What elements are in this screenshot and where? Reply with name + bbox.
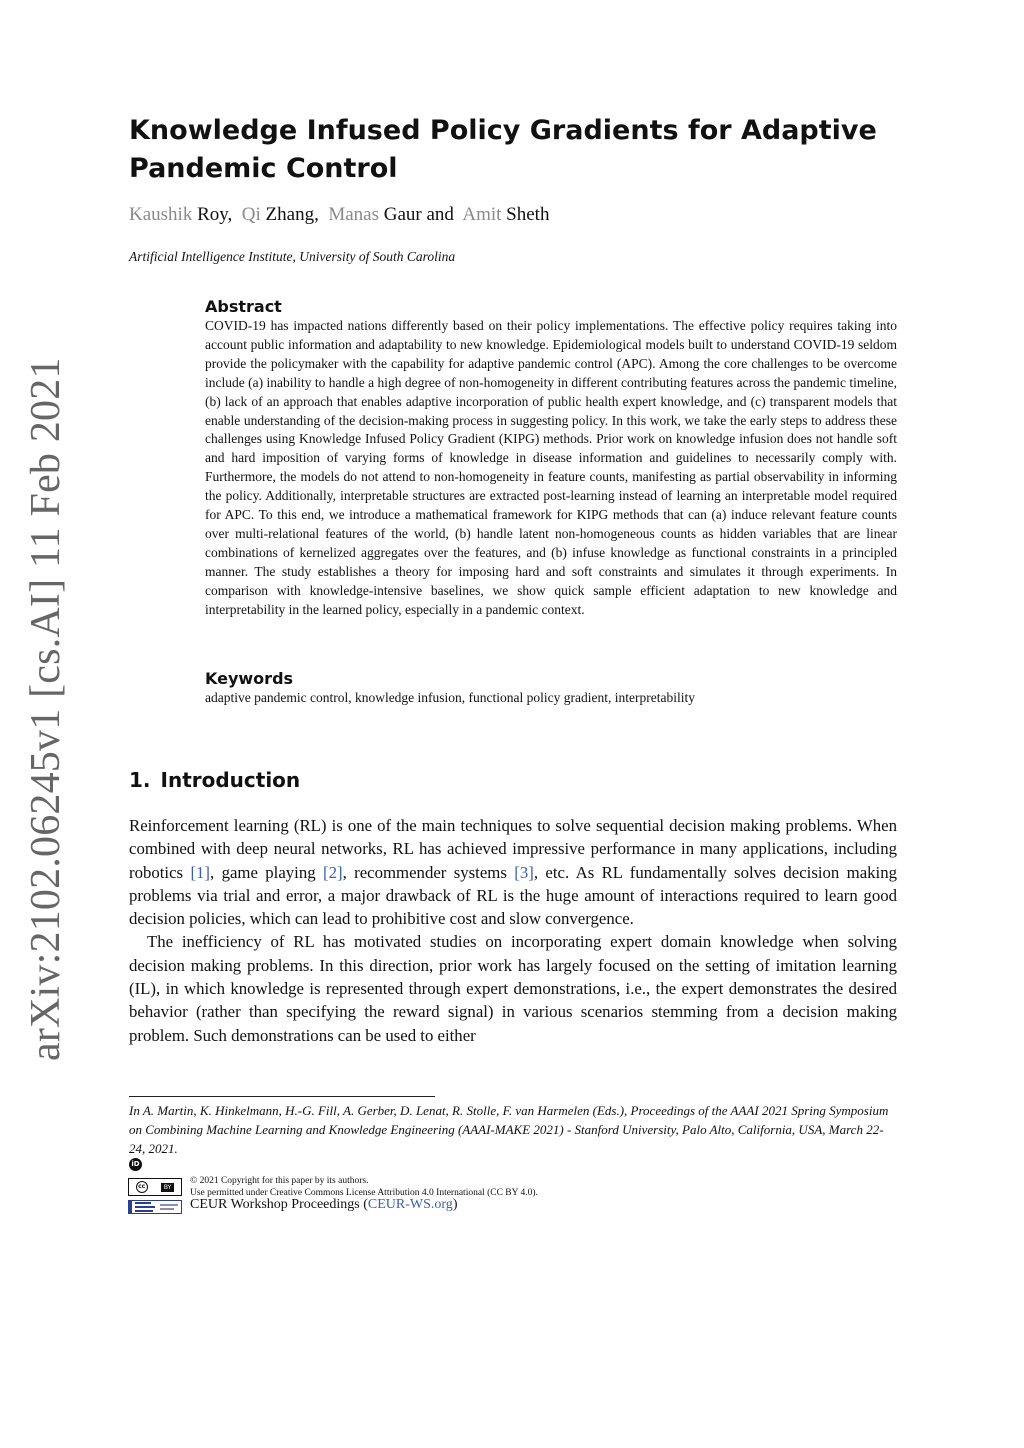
introduction-body bbox=[129, 814, 897, 1047]
license-line: Use permitted under Creative Commons License Attribution 4.0 International (CC BY 4.0). bbox=[190, 1188, 538, 1198]
arxiv-side-identifier: arXiv:2102.06245v1 [cs.AI] 11 Feb 2021 bbox=[23, 357, 69, 1061]
citation-link[interactable]: [2] bbox=[322, 862, 343, 882]
citation-link[interactable]: [3] bbox=[514, 862, 534, 882]
keywords-section bbox=[205, 669, 897, 708]
affiliation: Artificial Intelligence Institute, University of South Carolina bbox=[129, 249, 456, 264]
author-3[interactable]: Manas Gaur bbox=[328, 204, 422, 225]
paper-title: Knowledge Infused Policy Gradients for Adaptive Pandemic Control bbox=[129, 115, 877, 184]
section-title: Introduction bbox=[160, 768, 301, 792]
section-number: 1. bbox=[129, 768, 151, 792]
author-list: Kaushik Roy, Qi Zhang, Manas Gaur and Amit Sheth bbox=[129, 204, 550, 225]
ceur-logo-icon bbox=[128, 1200, 182, 1214]
author-1[interactable]: Kaushik Roy bbox=[129, 204, 228, 225]
footnote-proceedings: In A. Martin, K. Hinkelmann, H.-G. Fill, A. Gerber, D. Lenat, R. Stolle, F. van Harmelen (Eds.), Proceedings of the AAAI 2021 Spring Symposium on Combining Machine Learning and Knowledge Engineering (AAAI-MAKE 2021) - Stanford University, Palo Alto, California, USA, March 22-24, 2021. bbox=[129, 1103, 889, 1156]
section-heading-introduction bbox=[129, 768, 310, 792]
abstract-heading: Abstract bbox=[205, 297, 282, 316]
author-4[interactable]: Amit Sheth bbox=[462, 204, 550, 225]
cc-by-license-icon[interactable] bbox=[128, 1178, 182, 1196]
ceur-proceedings: CEUR Workshop Proceedings (CEUR-WS.org) bbox=[190, 1197, 458, 1212]
keywords-text: adaptive pandemic control, knowledge infusion, functional policy gradient, interpretability bbox=[205, 690, 695, 705]
abstract-text: COVID-19 has impacted nations differently based on their policy implementations. The effective policy requires taking into account public information and adaptability to new knowledge. Epidemiological models built to understand COVID-19 seldom provide the policymaker with the capability for adaptive pandemic control (APC). Among the core challenges to be overcome include (a) inability to handle a high degree of non-homogeneity in different contributing features across the pandemic timeline, (b) lack of an approach that enables adaptive incorporation of public health expert knowledge, and (c) transparent models that enable understanding of the decision-making process in suggesting policy. In this work, we take the early steps to address these challenges using Knowledge Infused Policy Gradient (KIPG) methods. Prior work on knowledge infusion does not handle soft and hard imposition of varying forms of knowledge in disease information and guidelines to necessarily comply with. Furthermore, the models do not attend to non-homogeneity in feature counts, manifesting as partial observability in informing the policy. Additionally, interpretable structures are extracted post-learning instead of learning an interpretable model required for APC. To this end, we introduce a mathematical framework for KIPG methods that can (a) induce relevant feature counts over multi-relational features of the world, (b) handle latent non-homogeneous counts as hidden variables that are linear combinations of kernelized aggregates over the features, and (b) infuse knowledge as functional constraints in a principled manner. The study establishes a theory for imposing hard and soft constraints and simulates it through experiments. In comparison with knowledge-intensive baselines, we show quick sample efficient adaptation to new knowledge and interpretability in the learned policy, especially in a pandemic context. bbox=[205, 318, 897, 617]
abstract-section bbox=[205, 297, 897, 620]
paragraph-1: Reinforcement learning (RL) is one of the main techniques to solve sequential decision making problems. When combined with deep neural networks, RL has achieved impressive performance in many applications, including robotics [1], game playing [2], recommender systems [3], etc. As RL fundamentally solves decision making problems via trial and error, a major drawback of RL is the huge amount of interactions required to learn good decision policies, which can lead to prohibitive cost and slow convergence. bbox=[129, 816, 897, 929]
paragraph-2: The inefficiency of RL has motivated studies on incorporating expert domain knowledge when solving decision making problems. In this direction, prior work has largely focused on the setting of imitation learning (IL), in which knowledge is represented through expert demonstrations, i.e., the expert demonstrates the desired behavior (rather than specifying the reward signal) in various scenarios stemming from a decision making problem. Such demonstrations can be used to either bbox=[129, 932, 897, 1045]
cc-icon: cc bbox=[136, 1181, 148, 1193]
by-icon: BY bbox=[161, 1183, 174, 1192]
footnote-divider bbox=[129, 1096, 435, 1097]
copyright-line: © 2021 Copyright for this paper by its authors. bbox=[190, 1176, 369, 1186]
author-2[interactable]: Qi Zhang bbox=[241, 204, 315, 225]
orcid-icon[interactable]: iD bbox=[129, 1158, 142, 1171]
citation-link[interactable]: [1] bbox=[190, 862, 211, 882]
keywords-heading: Keywords bbox=[205, 669, 294, 688]
ceur-link[interactable]: CEUR-WS.org bbox=[367, 1197, 453, 1212]
license-text bbox=[190, 1175, 538, 1199]
